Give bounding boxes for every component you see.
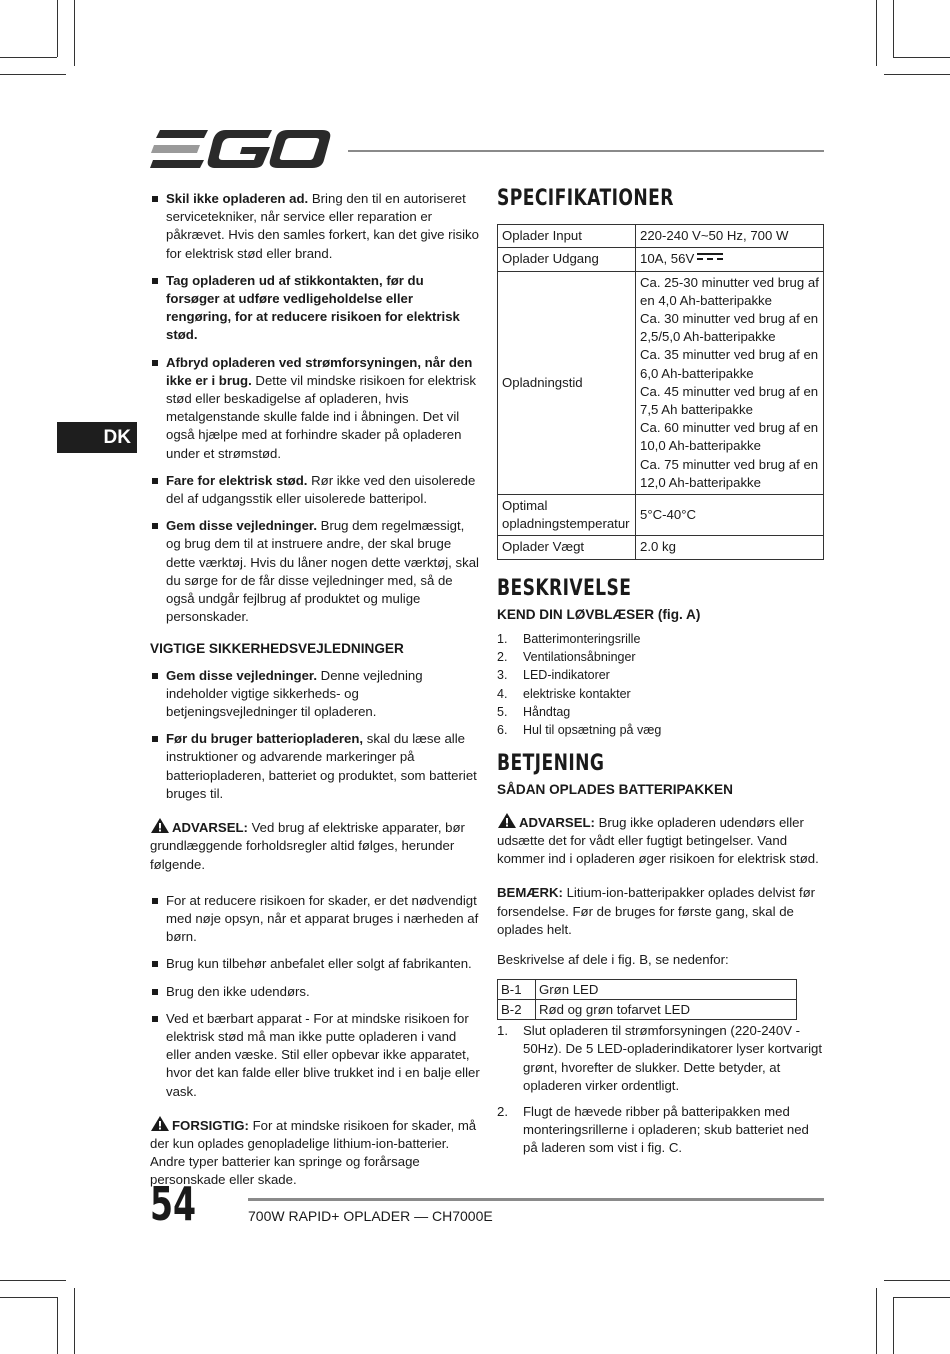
bullet-bold-text: Gem disse vejledninger. <box>166 518 317 534</box>
crop-mark <box>876 0 877 66</box>
crop-mark <box>884 1280 950 1281</box>
item-text: Håndtag <box>523 704 571 719</box>
header-rule <box>348 150 824 152</box>
part-code: B-2 <box>498 1000 536 1020</box>
bullet-text: Brug kun tilbehør anbefalet eller solgt af fabrikanten. <box>166 956 472 972</box>
led-parts-table <box>497 979 797 1020</box>
spec-value: 5°C-40°C <box>636 495 824 536</box>
list-item <box>497 1103 825 1158</box>
section-heading: VIGTIGE SIKKERHEDSVEJLEDNINGER <box>150 641 404 657</box>
step-text: Slut opladeren til strømforsyningen (220-240V - 50Hz). De 5 LED-opladerindikatorer lyser kortvarigt grønt, hvorefter de slukker. Dette betyder, at opladeren virker ordentligt. <box>523 1023 823 1093</box>
crop-mark <box>74 1288 75 1354</box>
list-item <box>497 630 825 648</box>
ego-logo <box>150 128 332 172</box>
step-number: 2. <box>497 1103 508 1119</box>
list-item <box>497 721 825 739</box>
parts-list <box>497 630 825 739</box>
caution-label: FORSIGTIG: <box>172 1117 249 1133</box>
language-tab <box>57 422 137 453</box>
bullet-bold-text: Fare for elektrisk stød. <box>166 472 308 488</box>
list-item <box>150 955 480 973</box>
list-item <box>150 472 480 508</box>
item-text: Hul til opsætning på væg <box>523 723 662 738</box>
bullet-text: Ved et bærbart apparat - For at mindske risikoen for elektrisk stød må man ikke putte opladeren i vand eller anden væske. Stil eller opbevar ikke apparatet, hvor det kan falde eller blive trukket ind i en balje eller vask. <box>166 1010 480 1099</box>
crop-mark <box>0 74 66 75</box>
bullet-text: For at reducere risikoen for skader, er det nødvendigt med nøje opsyn, når et apparat bruges i nærheden af børn. <box>166 892 479 945</box>
list-item <box>497 1022 825 1095</box>
spec-label: Oplader Udgang <box>498 248 636 271</box>
warning-paragraph <box>150 817 480 874</box>
crop-mark <box>893 1297 950 1298</box>
page-number: 54 <box>150 1177 197 1231</box>
crop-mark <box>884 74 950 75</box>
note-paragraph <box>497 884 825 939</box>
item-text: Ventilationsåbninger <box>523 650 636 665</box>
crop-mark <box>893 1297 894 1354</box>
item-text: LED-indikatorer <box>523 668 610 683</box>
step-text: Flugt de hævede ribber på batteripakken med monteringsrillerne i opladeren; skub batteriet ned på laderen som vist i fig. C. <box>523 1103 809 1156</box>
bullet-bold-text: Før du bruger batteriopladeren, <box>166 731 364 747</box>
spec-value-cell <box>636 248 824 271</box>
warning-icon <box>497 812 517 829</box>
bullet-text: Brug dem regelmæssigt, og brug dem til at instruere andre, der skal bruge dette værktøj. Hvis du låner nogen dette værktøj, skal du sørge for de får disse vejledninger med, så de også undgår fejlbrug af produktet og mulige personskader. <box>166 518 479 625</box>
bullet-text: Brug den ikke udendørs. <box>166 983 310 999</box>
bullet-text: Rør ikke ved den uisolerede del af udgangsstik eller uisolerede batteripol. <box>166 472 476 507</box>
item-number: 5. <box>497 704 508 719</box>
list-item <box>497 685 825 703</box>
item-text: Batterimonteringsrille <box>523 632 641 647</box>
description-subtitle: KEND DIN LØVBLÆSER (fig. A) <box>497 606 701 622</box>
table-row <box>498 271 824 494</box>
warning-text: Brug ikke opladeren udendørs eller udsætte det for vådt eller fugtigt betingelser. Vand kommer ind i opladeren øger risikoen for elektrisk stød. <box>497 814 819 867</box>
language-tab-label: DK <box>103 427 131 448</box>
part-description: Rød og grøn tofarvet LED <box>536 1000 797 1020</box>
spec-label: Opladningstid <box>498 271 636 494</box>
list-item <box>150 272 480 345</box>
description-title: BESKRIVELSE <box>497 575 632 601</box>
part-description: Grøn LED <box>536 980 797 1000</box>
table-row <box>498 980 797 1000</box>
part-code: B-1 <box>498 980 536 1000</box>
item-number: 4. <box>497 686 508 701</box>
operation-title: BETJENING <box>497 751 605 777</box>
table-row <box>498 536 824 559</box>
note-text: Litium-ion-batteripakker oplades delvist før forsendelse. Før de bruges for første gang, skal de oplades helt. <box>497 885 816 937</box>
list-item <box>497 703 825 721</box>
warning-paragraph <box>497 812 825 869</box>
table-row <box>498 1000 797 1020</box>
warning-icon <box>150 817 170 834</box>
spec-table <box>497 224 824 559</box>
crop-mark <box>876 1288 877 1354</box>
crop-mark <box>893 0 894 57</box>
left-column <box>150 190 480 1198</box>
spec-label: Optimal opladningstemperatur <box>498 495 636 536</box>
list-item <box>497 648 825 666</box>
bullet-bold-text: Skil ikke opladeren ad. <box>166 191 309 206</box>
item-number: 3. <box>497 668 508 683</box>
list-item <box>497 666 825 684</box>
list-item <box>150 892 480 947</box>
crop-mark <box>893 57 950 58</box>
table-row <box>498 248 824 271</box>
bullet-text: Dette vil mindske risikoen for elektrisk stød eller beskadigelse af opladeren, hvis metalgenstande skulle falde ind i åbningen. Det vil også hjælpe med at forhindre skader på opladeren under et strømstød. <box>166 372 477 461</box>
item-text: elektriske kontakter <box>523 686 631 701</box>
operation-subtitle: SÅDAN OPLADES BATTERIPAKKEN <box>497 782 733 798</box>
spec-value: Ca. 25-30 minutter ved brug af en 4,0 Ah-batteripakke Ca. 30 minutter ved brug af en 2,5/5,0 Ah-batteripakke Ca. 35 minutter ved brug af en 6,0 Ah-batteripakke Ca. 45 minutter ved brug af en 7,5 Ah batteripakke Ca. 60 minutter ved brug af en 10,0 Ah-batteripakke Ca. 75 minutter ved brug af en 12,0 Ah-batteripakke <box>636 271 824 494</box>
bullet-text: skal du læse alle instruktioner og advarende markeringer på batteriopladeren, batteriet og produktet, som batteriet bruges til. <box>166 731 477 801</box>
step-number: 1. <box>497 1023 508 1039</box>
steps-list <box>497 1022 825 1157</box>
spec-title: SPECIFIKATIONER <box>497 186 674 211</box>
list-item <box>150 190 480 263</box>
list-item <box>150 354 480 463</box>
spec-value: 2.0 kg <box>636 536 824 559</box>
warning-text: Ved brug af elektriske apparater, bør grundlæggende forholdsregler altid følges, herunder følgende. <box>150 820 465 872</box>
item-number: 2. <box>497 650 508 665</box>
spec-label: Oplader Input <box>498 225 636 248</box>
crop-mark <box>74 0 75 66</box>
list-item <box>150 1010 480 1101</box>
caution-text: For at mindske risikoen for skader, må der kun oplades genopladelige lithium-ion-batterier. Andre typer batterier kan springe og forårsage personskade eller skade. <box>150 1117 477 1188</box>
dc-symbol-icon <box>697 252 723 262</box>
list-item <box>150 983 480 1001</box>
crop-mark <box>0 57 57 58</box>
bullet-text: Bring den til en autoriseret servicetekniker, når service eller reparation er påkrævet. Hvis den samles forkert, kan det give risiko for elektrisk stød eller brand. <box>166 191 479 261</box>
spec-label: Oplader Vægt <box>498 536 636 559</box>
warning-label: ADVARSEL: <box>519 814 595 830</box>
warning-label: ADVARSEL: <box>172 820 248 836</box>
crop-mark <box>57 1297 58 1354</box>
spec-value: 220-240 V~50 Hz, 700 W <box>636 225 824 248</box>
item-number: 6. <box>497 723 508 738</box>
crop-mark <box>0 1297 57 1298</box>
footer-product: 700W RAPID+ OPLADER — CH7000E <box>248 1208 493 1224</box>
table-row <box>498 225 824 248</box>
table-row <box>498 495 824 536</box>
bullet-bold-text: Afbryd opladeren ved strømforsyningen, når den ikke er i brug. <box>166 354 473 388</box>
item-number: 1. <box>497 632 508 647</box>
warning-icon <box>150 1115 170 1132</box>
crop-mark <box>57 0 58 57</box>
parts-intro: Beskrivelse af dele i fig. B, se nedenfor: <box>497 951 729 967</box>
bullet-bold-text: Tag opladeren ud af stikkontakten, før du forsøger at udføre vedligeholdelse eller rengøring, for at reducere risikoen for elektrisk stød. <box>166 272 460 343</box>
bullet-text: Denne vejledning indeholder vigtige sikkerheds- og betjeningsvejledninger til opladeren. <box>166 667 423 720</box>
footer-rule <box>248 1198 824 1201</box>
crop-mark <box>0 1280 66 1281</box>
list-item <box>150 517 480 626</box>
caution-paragraph <box>150 1115 480 1190</box>
note-label: BEMÆRK: <box>497 885 563 901</box>
bullet-bold-text: Gem disse vejledninger. <box>166 667 317 683</box>
list-item <box>150 730 480 803</box>
list-item <box>150 667 480 722</box>
spec-value: 10A, 56V <box>640 251 695 267</box>
right-column <box>497 186 825 1164</box>
